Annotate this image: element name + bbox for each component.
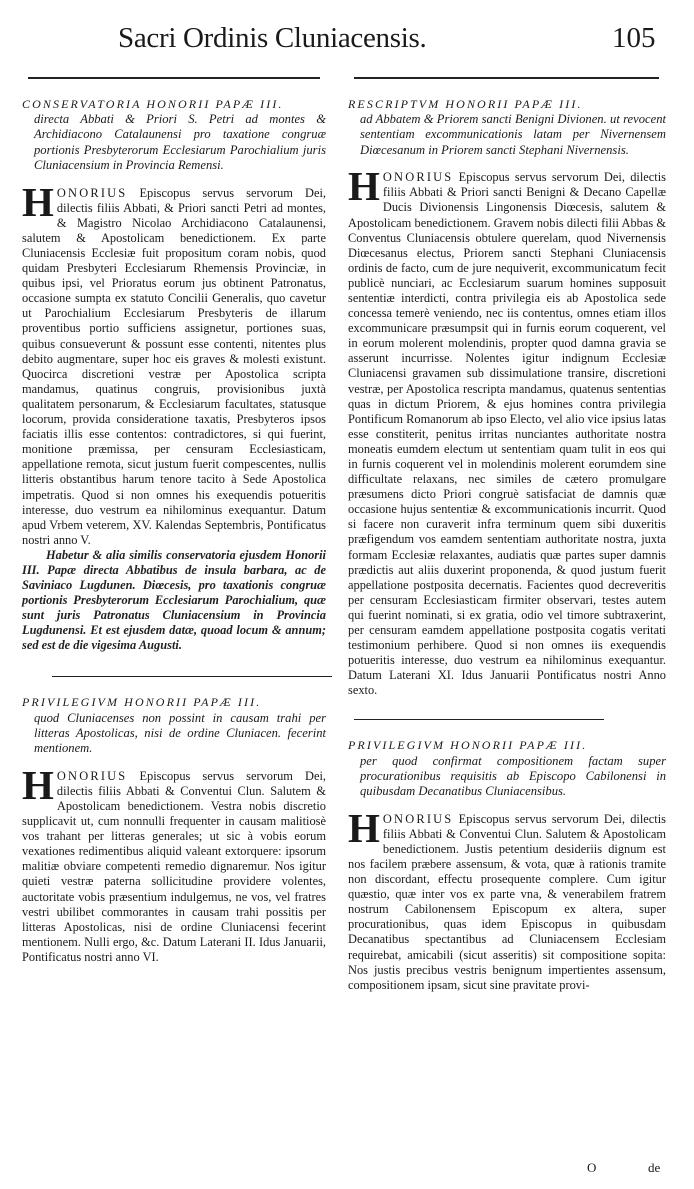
drop-capital: H bbox=[348, 804, 380, 851]
section-title: RESCRIPTVM HONORII PAPÆ III. bbox=[348, 96, 583, 111]
body-text: Episcopus servus servorum Dei, dilectis filiis Abbati & Priori sancti Benigni & Decano Capellæ Ducis Divionensis Lingonensis Diœcesis, salutem & Apostolicam benedictionem. Gravem nobis dilecti filii Abbas & Conventus Cluniacensis obtulere querelam, quod Nivernensis Diœcesanus electus, Priorem sancti Stephani Cluniacensis ordinis de facto, cum de jure nequiverit, excommunicatum fecit publicè nunciari, ac Ecclesiarum suarum homines supposuit sententiæ interdicti, contra privilegia eis ab Apostolica sede concessa temerè veniendo, nec iis contentus, omnes etiam illos excommunicare præsumpsit qui in furnis eorum coquerent, vel in eorum molerent molendinis, propter quod damna gravia se asserunt incurrisse. Nolentes igitur indignum Ecclesiæ Cluniacensi gravamen sub dissimulatione transire, discretioni vestræ, per Apostolica rescripta mandamus, quatenus sententias quas in dictum Priorem, & ejus homines contra privilegia Pontificum Romanorum ab ipso Electo, vel alio vice ipsius latas esse constiterit, penitus irritas nunciantes authoritate nostra moneatis eumdem electum ut sententiam quam tulit in eos qui in furnis coquerent vel in molendinis molerent eorumdem sine difficultate relaxans, nec similes de cætero promulgare præsumens dicto Priori congruè satisfaciat de damnis quæ occasione hujus sententiæ & excommunicationis incurrit. Quod si facere non curaverit infra terminum quem sibi duxeritis præfigendum vos eamdem sententiam authoritate nostra, juxta formam Ecclesiæ relaxantes, audiatis quæ partes super damnis prædictis aut aliis duxerint proponenda, & quod justum fuerit appellatione postposita decernatis. Facientes quod decreveritis per censuram Ecclesiasticam firmiter observari, testes autem qui fuerint nominati, si ex gratia, odio vel timore subtraxerint, per censuram eamdem appellatione postposita cogatis veritati testimonium perhibere. Quod si non omnes iis exequendis potueritis interesse, duo vestrum ea nihilominus exequantur. Datum Laterani XI. Idus Januarii Pontificatus nostri Anno sexto. bbox=[348, 170, 666, 698]
first-word: ONORIUS bbox=[56, 185, 128, 200]
section-separator-rule bbox=[52, 676, 332, 678]
page-number: 105 bbox=[612, 22, 656, 54]
section-heading bbox=[22, 97, 326, 174]
section-subtitle: directa Abbati & Priori S. Petri ad montes & Archidiacono Catalaunensi pro taxatione congruæ portionis Presbyterorum Ecclesiarum Parochialium juris Cluniacensium in Provincia Remensi. bbox=[34, 112, 326, 173]
column-head-rule bbox=[354, 77, 659, 79]
section-conservatoria bbox=[22, 97, 326, 654]
first-word: ONORIUS bbox=[382, 811, 454, 826]
section-heading bbox=[348, 97, 666, 159]
column-head-rule bbox=[28, 77, 320, 79]
section-title: PRIVILEGIVM HONORII PAPÆ III. bbox=[348, 738, 588, 753]
body-text: Episcopus servus servorum Dei, dilectis filiis Abbati, & Priori sancti Petri ad montes, & Magistro Nicolao Archidiacono Catalaunensi, salutem & Apostolicam benedictionem. Ex parte Cluniacensis Ecclesiæ fuit propositum coram nobis, quod quidam Presbyteri Ecclesiarum Rhemensis Provinciæ, in quibus ipsi, vel Prioratus eorum jus obtinent Patronatus, occasione sumpta ex statuto Concilii Generalis, quo cavetur ut Parochialium Ecclesiarum Presbyteris de illarum proventibus portio sufficiens assignetur, portiones suas, quibus consueverunt & possunt esse contenti, nitentes plus debito augmentare, super hoc eis graves & molesti existunt. Quocirca discretioni vestræ per Apostolica scripta mandamus, quatinus congruis, provisionibus juxtà qualitatem personarum, & Ecclesiarum facultates, statusque locorum, provida consideratione taxatis, Presbyteros ipsos faciatis illis esse contentos: contradictores, si qui fuerint, monitione præmissa, per censuram Ecclesiasticam, appellatione remota, sicut justum fuerit compescentes, nullis litteris obstantibus harum tenore tacito à Sede Apostolica impetratis. Quod si non omnes his exequendis potueritis interesse, duo vestrum ea nihilominus exequantur. Datum apud Vrbem veterem, XV. Kalendas Septembris, Pontificatus nostri anno V. bbox=[22, 185, 326, 547]
section-body bbox=[22, 761, 326, 965]
section-heading bbox=[22, 695, 326, 757]
section-privilegium-2 bbox=[348, 738, 666, 993]
right-column bbox=[348, 77, 666, 993]
editorial-note: Habetur & alia similis conservatoria ejusdem Honorii III. Papæ directa Abbatibus de insula barbara, ac de Saviniaco Lugdunen. Diœcesis, pro taxationis congruæ portionis Presbyterorum Ecclesiarum Parochialium, quæ sunt juris Patronatus Cluniacensium in Provincia Lugdunensi. Et est ejusdem datæ, quoad locum & annum; sed est de die vigesima Augusti. bbox=[22, 547, 326, 653]
section-body bbox=[22, 178, 326, 548]
section-title: CONSERVATORIA HONORII PAPÆ III. bbox=[22, 96, 284, 111]
section-body bbox=[348, 804, 666, 993]
section-privilegium-1 bbox=[22, 695, 326, 965]
running-head bbox=[0, 22, 694, 62]
section-title: PRIVILEGIVM HONORII PAPÆ III. bbox=[22, 695, 262, 710]
section-subtitle: quod Cluniacenses non possint in causam trahi per litteras Apostolicas, nisi de ordine Cluniacen. fecerint mentionem. bbox=[34, 710, 326, 756]
section-separator-rule bbox=[354, 719, 604, 721]
left-column bbox=[22, 77, 326, 965]
drop-capital: H bbox=[348, 163, 380, 210]
body-text: Episcopus servus servorum Dei, dilectis filiis Abbati & Conventui Clun. Salutem & Apostolicam benedictionem. Vestra nobis discretio supplicavit ut, cum nonnulli frequenter in causam malitiosè vos trahant per litteras generales; ut sic à vobis eorum vexationes redimentibus aliquid valeant extorquere: ipsorum malitiæ obviare competenti remedio dignaremur. Nos igitur quieti vestræ paterna sollicitudine providere volentes, auctoritate vobis præsentium indulgemus, ne vos, vel fratres vestri ubilibet commorantes in causam trahi possitis per litteras Apostolicas, nisi de ordine Cluniacensi fecerint mentionem. Nulli ergo, &c. Datum Laterani II. Idus Januarii, Pontificatus nostri anno VI. bbox=[22, 768, 326, 964]
drop-capital: H bbox=[22, 178, 54, 225]
drop-capital: H bbox=[22, 761, 54, 808]
catchword: de bbox=[648, 1160, 661, 1175]
section-subtitle: per quod confirmat compositionem factam super procurationibus requisitis ab Episcopo Cabilonensi in quibusdam Decanatibus Cluniacensibus. bbox=[360, 753, 666, 799]
running-title: Sacri Ordinis Cluniacensis. bbox=[118, 22, 427, 54]
signature-mark: O bbox=[587, 1160, 597, 1175]
section-body bbox=[348, 163, 666, 698]
first-word: ONORIUS bbox=[56, 768, 128, 783]
body-text: Episcopus servus servorum Dei, dilectis filiis Abbati & Conventui Clun. Salutem & Apostolicam benedictionem. Justis petentium desideriis dignum est nos facilem præbere assensum, & vota, quæ à rationis tramite non discordant, effectu prosequente complere. Cum igitur quæstio, quæ inter vos ex parte vna, & venerabilem fratrem nostrum Cabilonensem Episcopum ex altera, super procurationibus, quas idem Episcopus in quibusdam Decanatibus spectantibus ad Cluniacensem Ecclesiam requirebat, amicabili (sicut asseritis) sit compositione sopita: Nos justis precibus vestris benignum impertientes assensum, compositionem ipsam, sicut sine pravitate provi- bbox=[348, 811, 666, 992]
section-heading bbox=[348, 738, 666, 800]
section-rescriptum bbox=[348, 97, 666, 699]
first-word: ONORIUS bbox=[382, 170, 454, 185]
section-subtitle: ad Abbatem & Priorem sancti Benigni Divionen. ut revocent sententiam excommunicationis latam per Nivernensem Diœcesanum in Priorem sancti Stephani Nivernensis. bbox=[360, 112, 666, 157]
